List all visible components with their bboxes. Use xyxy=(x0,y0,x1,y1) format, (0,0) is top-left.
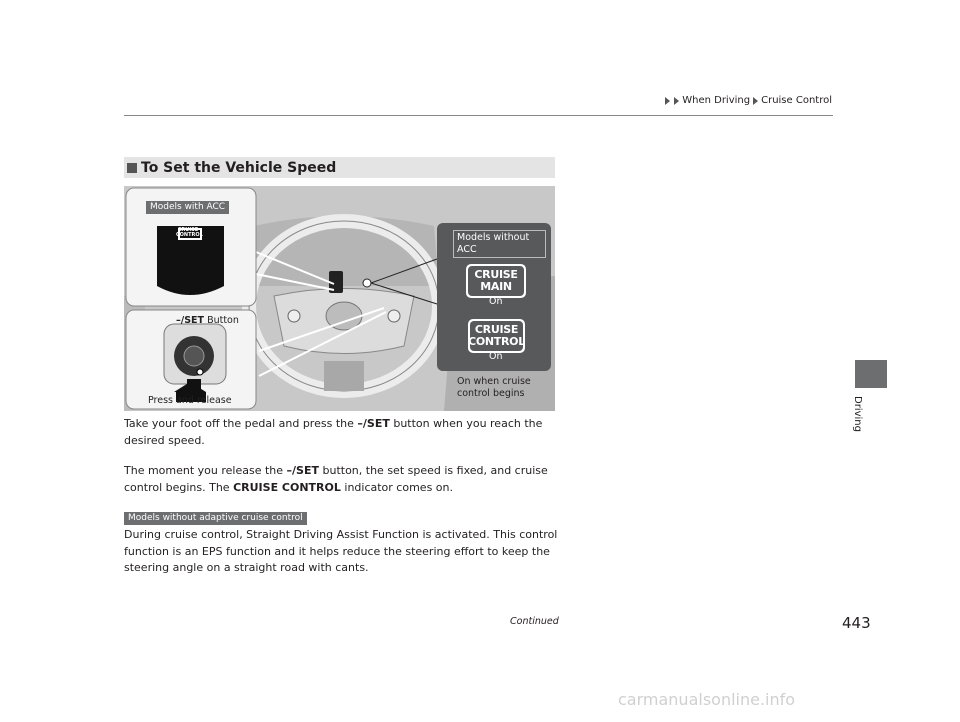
set-button-rest: Button xyxy=(204,315,239,326)
p1-text-end: button when you reach the desired speed. xyxy=(124,417,543,447)
arrow-icon xyxy=(665,97,670,105)
cruise-main-state: On xyxy=(489,296,503,307)
p1-bold: –/SET xyxy=(357,417,390,430)
cruise-control-indicator xyxy=(468,319,525,353)
page-number: 443 xyxy=(842,614,871,632)
breadcrumb-item[interactable]: Cruise Control xyxy=(761,95,832,106)
arrow-icon xyxy=(753,97,758,105)
header-rule xyxy=(124,115,833,116)
continued-label: Continued xyxy=(510,616,559,627)
section-heading xyxy=(124,157,555,178)
p2-text-mid: button, the set speed is fixed, and cruise control begins. The xyxy=(124,464,548,494)
breadcrumb-item[interactable]: When Driving xyxy=(682,95,751,106)
set-button-bold: –/SET xyxy=(176,315,205,326)
cruise-main-line1: CRUISE xyxy=(474,268,518,281)
paragraph-1 xyxy=(124,416,559,449)
cruise-control-button-icon: CRUISE CONTROL xyxy=(176,227,203,238)
p2-text: The moment you release the xyxy=(124,464,287,477)
cruise-control-line1: CRUISE xyxy=(474,323,519,336)
models-without-acc-label: Models without ACC xyxy=(453,230,546,258)
square-bullet-icon xyxy=(127,163,137,173)
models-with-acc-tag: Models with ACC xyxy=(146,201,229,214)
cruise-control-state: On xyxy=(489,351,503,362)
section-label: Driving xyxy=(852,396,863,432)
arrow-icon xyxy=(674,97,679,105)
p1-text: Take your foot off the pedal and press the xyxy=(124,417,358,430)
p2-indicator-name: CRUISE CONTROL xyxy=(233,480,341,494)
on-when-label xyxy=(457,376,531,400)
paragraph-3: During cruise control, Straight Driving Assist Function is activated. This control function is an EPS function and it helps reduce the steering effort to keep the steering angle on a straight road with cants. xyxy=(124,528,558,574)
set-button-label xyxy=(176,315,239,327)
cruise-main-indicator xyxy=(466,264,526,298)
breadcrumb xyxy=(664,95,832,106)
on-when-line2: control begins xyxy=(457,388,525,399)
models-without-adaptive-tag: Models without adaptive cruise control xyxy=(124,512,307,525)
on-when-line1: On when cruise xyxy=(457,376,531,387)
cruise-main-line2: MAIN xyxy=(480,280,512,293)
section-tab xyxy=(855,360,887,388)
press-release-label: Press and release xyxy=(148,395,232,406)
p2-bold: –/SET xyxy=(286,464,319,477)
p2-text-end: indicator comes on. xyxy=(340,480,453,494)
heading-text: To Set the Vehicle Speed xyxy=(141,159,337,176)
cruise-control-line2: CONTROL xyxy=(468,335,525,348)
paragraph-2 xyxy=(124,463,559,496)
footer-watermark[interactable]: carmanualsonline.info xyxy=(618,690,796,709)
